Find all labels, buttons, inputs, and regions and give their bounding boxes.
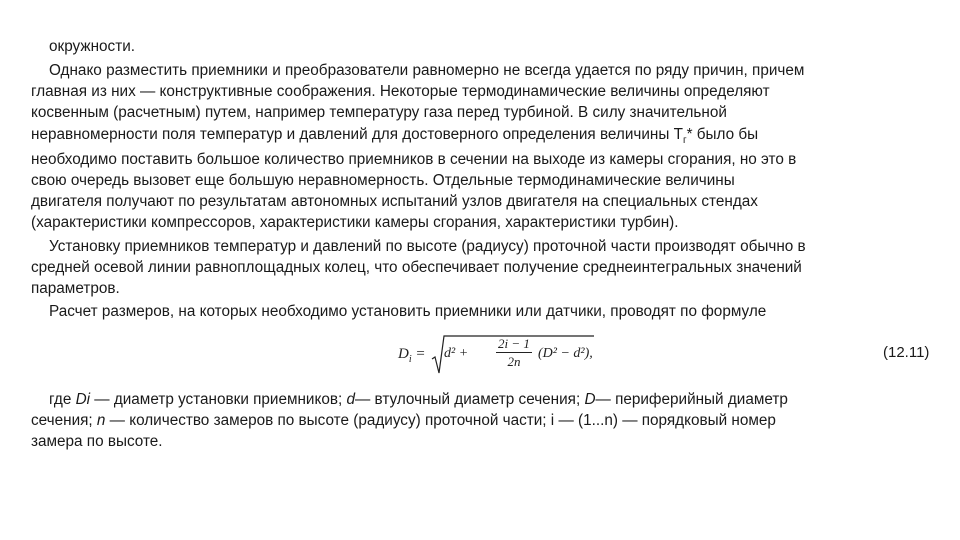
text-run: сечения; (31, 412, 97, 429)
formula-subscript: i (408, 354, 412, 365)
paragraph-line: средней осевой линии равноплощадных колец, что обеспечивает получение среднеинтегральных значений (31, 259, 802, 276)
text-run: — количество замеров по высоте (радиусу) проточной части; i — (1...n) — порядковый номер (105, 412, 776, 429)
paragraph-line: параметров. (31, 280, 120, 297)
symbol-D: D (584, 391, 596, 408)
text-run: где (49, 391, 76, 408)
equation-number: (12.11) (883, 344, 930, 361)
text-run: неравномерности поля температур и давлений для достоверного определения величины T (31, 126, 683, 143)
paragraph-line (49, 390, 788, 410)
text-run: — периферийный диаметр (595, 391, 788, 408)
paragraph-line: Однако разместить приемники и преобразователи равномерно не всегда удается по ряду причин, причем (49, 62, 805, 79)
paragraph-line: главная из них — конструктивные соображения. Некоторые термодинамические величины определяют (31, 83, 770, 100)
paragraph-line: косвенным (расчетным) путем, например температуру газа перед турбиной. В силу значительной (31, 104, 727, 121)
symbol-n: n (96, 412, 106, 429)
paragraph-line: (характеристики компрессоров, характеристики камеры сгорания, характеристики турбин). (31, 214, 679, 231)
formula-symbol: D (398, 346, 409, 362)
paragraph-line: Расчет размеров, на которых необходимо установить приемники или датчики, проводят по формуле (49, 303, 767, 320)
formula-12-11 (398, 333, 598, 379)
text-run: — втулочный диаметр сечения; (355, 391, 585, 408)
formula-term: d² + (444, 346, 469, 361)
symbol-d: d (346, 391, 355, 408)
fraction-numerator: 2i − 1 (498, 336, 530, 351)
text-run: — диаметр установки приемников; (90, 391, 347, 408)
text-run: * было бы (686, 126, 759, 143)
paragraph-line (31, 125, 758, 151)
symbol-Di: Di (75, 391, 91, 408)
formula-equals: = (415, 346, 426, 362)
paragraph-line: замера по высоте. (31, 433, 163, 450)
paragraph-line: необходимо поставить большое количество приемников в сечении на выходе из камеры сгорания, но это в (31, 151, 797, 168)
paragraph-line: свою очередь вызовет еще большую неравномерность. Отдельные термодинамические величины (31, 172, 735, 189)
formula-fraction (494, 335, 534, 370)
fraction-denominator: 2n (507, 354, 521, 369)
formula-term: (D² − d²), (538, 346, 593, 361)
paragraph-line: Установку приемников температур и давлений по высоте (радиусу) проточной части производят обычно в (49, 238, 806, 255)
paragraph-line (31, 411, 776, 431)
paragraph-line: окружности. (49, 38, 135, 55)
temperature-subscript: г (682, 135, 687, 147)
paragraph-line: двигателя получают по результатам автономных испытаний узлов двигателя на специальных стендах (31, 193, 758, 210)
